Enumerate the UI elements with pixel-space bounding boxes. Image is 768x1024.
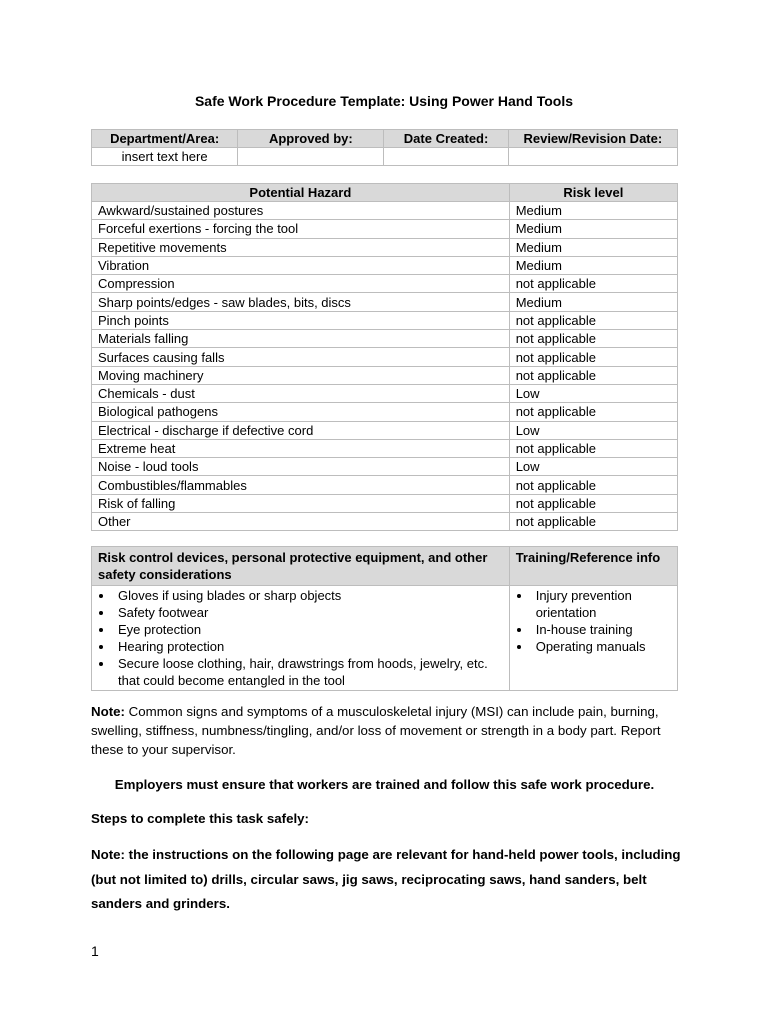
review-revision-date-value[interactable] — [508, 148, 677, 166]
risk-level: Low — [509, 421, 677, 439]
review-revision-date-header: Review/Revision Date: — [508, 130, 677, 148]
risk-level: not applicable — [509, 403, 677, 421]
hazard-header-row — [92, 184, 678, 202]
training-reference-cell — [509, 586, 677, 691]
hazard-name: Electrical - discharge if defective cord — [92, 421, 510, 439]
hazard-name: Other — [92, 513, 510, 531]
risk-level: Low — [509, 458, 677, 476]
risk-level: Medium — [509, 256, 677, 274]
hazard-row — [92, 275, 678, 293]
meta-value-row — [92, 148, 678, 166]
risk-level: not applicable — [509, 494, 677, 512]
hazard-body — [92, 202, 678, 531]
training-item: • Operating manuals — [532, 638, 671, 655]
hazard-row — [92, 256, 678, 274]
hazard-name: Materials falling — [92, 330, 510, 348]
risk-level: not applicable — [509, 275, 677, 293]
hazard-name: Noise - loud tools — [92, 458, 510, 476]
hazard-row — [92, 384, 678, 402]
hazard-row — [92, 476, 678, 494]
document-title: Safe Work Procedure Template: Using Power Hand Tools — [194, 93, 574, 109]
risk-level: Medium — [509, 202, 677, 220]
department-area-header: Department/Area: — [92, 130, 238, 148]
employers-statement: Employers must ensure that workers are trained and follow this safe work procedure. — [114, 777, 655, 792]
risk-level-header: Risk level — [509, 184, 677, 202]
risk-control-item: • Safety footwear — [114, 604, 503, 621]
risk-level: not applicable — [509, 513, 677, 531]
hazard-name: Extreme heat — [92, 439, 510, 457]
risk-control-item: • Secure loose clothing, hair, drawstrings from hoods, jewelry, etc. that could become entangled in the tool — [114, 655, 503, 689]
meta-header-row — [92, 130, 678, 148]
risk-level: Medium — [509, 238, 677, 256]
hazard-row — [92, 220, 678, 238]
risk-level: not applicable — [509, 439, 677, 457]
risk-level: not applicable — [509, 311, 677, 329]
hazard-name: Vibration — [92, 256, 510, 274]
hazard-row — [92, 311, 678, 329]
hazard-row — [92, 513, 678, 531]
training-item: • Injury prevention orientation — [532, 587, 671, 621]
hazard-row — [92, 293, 678, 311]
controls-header-row — [92, 547, 678, 586]
hazard-name: Biological pathogens — [92, 403, 510, 421]
approved-by-value[interactable] — [238, 148, 384, 166]
hazard-row — [92, 494, 678, 512]
controls-table — [91, 546, 678, 691]
hazard-name: Risk of falling — [92, 494, 510, 512]
date-created-value[interactable] — [384, 148, 508, 166]
hazard-name: Combustibles/flammables — [92, 476, 510, 494]
risk-controls-list — [98, 587, 503, 689]
risk-control-item: • Eye protection — [114, 621, 503, 638]
risk-level: not applicable — [509, 476, 677, 494]
potential-hazard-header: Potential Hazard — [92, 184, 510, 202]
controls-content-row — [92, 586, 678, 691]
hazard-row — [92, 238, 678, 256]
msi-note-label: Note: — [91, 704, 125, 719]
risk-level: Low — [509, 384, 677, 402]
hazard-name: Compression — [92, 275, 510, 293]
hazard-row — [92, 330, 678, 348]
power-tools-note: Note: the instructions on the following page are relevant for hand-held power tools, including (but not limited to) drills, circular saws, jig saws, reciprocating saws, hand sanders, belt sanders and grinders. — [91, 847, 681, 911]
hazard-name: Moving machinery — [92, 366, 510, 384]
risk-level: not applicable — [509, 348, 677, 366]
hazard-name: Sharp points/edges - saw blades, bits, discs — [92, 293, 510, 311]
hazard-name: Repetitive movements — [92, 238, 510, 256]
hazard-row — [92, 439, 678, 457]
hazard-name: Chemicals - dust — [92, 384, 510, 402]
hazard-row — [92, 348, 678, 366]
hazard-row — [92, 421, 678, 439]
msi-note — [91, 702, 681, 759]
hazard-name: Pinch points — [92, 311, 510, 329]
msi-note-text: Common signs and symptoms of a musculoskeletal injury (MSI) can include pain, burning, swelling, stiffness, numbness/tingling, and/or loss of movement or strength in a body part. Report these to your supervisor. — [91, 704, 661, 757]
approved-by-header: Approved by: — [238, 130, 384, 148]
training-reference-header: Training/Reference info — [509, 547, 677, 586]
risk-level: Medium — [509, 220, 677, 238]
hazard-row — [92, 403, 678, 421]
risk-control-item: • Gloves if using blades or sharp objects — [114, 587, 503, 604]
risk-controls-cell — [92, 586, 510, 691]
risk-level: Medium — [509, 293, 677, 311]
risk-controls-header: Risk control devices, personal protective equipment, and other safety considerations — [92, 547, 510, 586]
hazard-table — [91, 183, 678, 531]
hazard-name: Surfaces causing falls — [92, 348, 510, 366]
training-item: • In-house training — [532, 621, 671, 638]
date-created-header: Date Created: — [384, 130, 508, 148]
training-reference-list — [516, 587, 671, 655]
hazard-name: Awkward/sustained postures — [92, 202, 510, 220]
hazard-name: Forceful exertions - forcing the tool — [92, 220, 510, 238]
page-number: 1 — [91, 943, 99, 959]
risk-control-item: • Hearing protection — [114, 638, 503, 655]
meta-table — [91, 129, 678, 166]
department-area-value[interactable]: insert text here — [92, 148, 238, 166]
hazard-row — [92, 366, 678, 384]
risk-level: not applicable — [509, 366, 677, 384]
hazard-row — [92, 202, 678, 220]
steps-heading: Steps to complete this task safely: — [91, 811, 309, 826]
hazard-row — [92, 458, 678, 476]
risk-level: not applicable — [509, 330, 677, 348]
